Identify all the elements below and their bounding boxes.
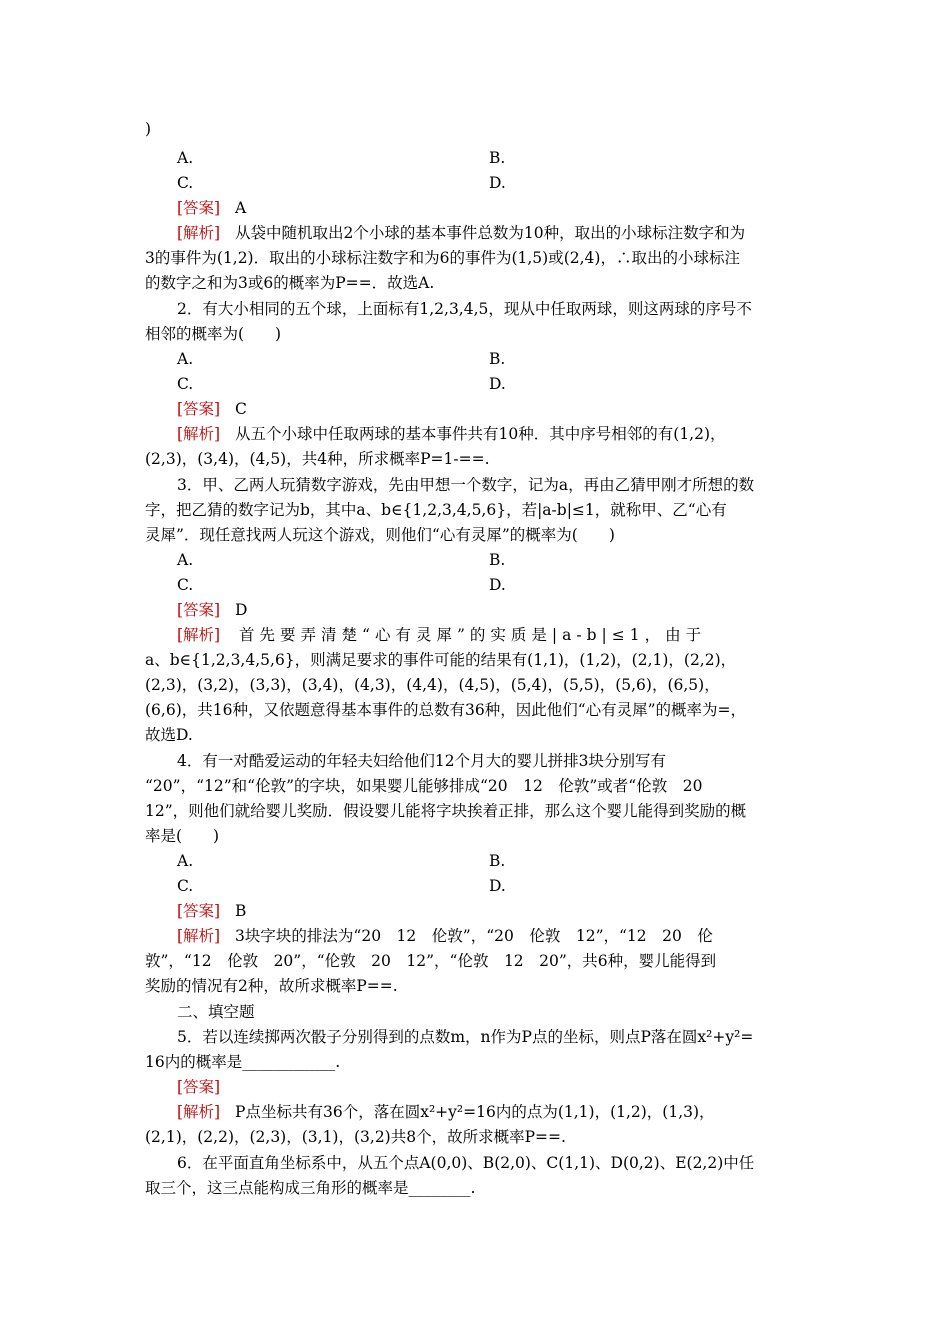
q4-answer [177,899,837,923]
q6-stem: 6．在平面直角坐标系中，从五个点A(0,0)、B(2,0)、C(1,1)、D(0,2)、E(2,2)中任 [177,1154,755,1172]
q4-stem-line4: 率是( ) [145,827,220,845]
q1-answer [177,196,837,220]
explanation-tag: [解析] [177,224,221,242]
q3-explanation-line3: (2,3)，(3,2)，(3,3)，(3,4)，(4,3)，(4,4)，(4,5)，(5,4)，(5,5)，(5,6)，(6,5)， [145,676,720,694]
q2-option-d: D. [489,375,506,393]
explanation-tag: [解析] [177,927,221,945]
q3-stem-line2: 字，把乙猜的数字记为b，其中a、b∈{1,2,3,4,5,6}，若|a-b|≤1，就称甲、乙“心有 [145,501,727,519]
answer-tag: [答案] [177,400,221,418]
q3-explanation [177,623,805,647]
q1-option-a: A. [177,149,194,167]
q5-answer [177,1075,837,1099]
q3-option-d: D. [489,576,506,594]
answer-value: C [235,400,247,418]
q2-option-b: B. [489,350,506,368]
q3-stem: 3．甲、乙两人玩猜数字游戏，先由甲想一个数字，记为a，再由乙猜甲刚才所想的数 [177,476,755,494]
q1-explanation-line3: 的数字之和为3或6的概率为P==．故选A. [145,274,435,292]
q5-explanation-line2: (2,1)，(2,2)，(2,3)，(3,1)，(3,2)共8个，故所求概率P==. [145,1128,566,1146]
q3-explanation-line2: a、b∈{1,2,3,4,5,6}，则满足要求的事件可能的结果有(1,1)，(1,2)，(2,1)，(2,2)， [145,651,737,669]
section-heading: 二、填空题 [177,1003,255,1021]
q1-cont: ) [145,120,152,138]
q3-explanation-line5: 故选D. [145,726,193,744]
q1-option-c: C. [177,174,194,192]
q2-explanation-line2: (2,3)，(3,4)，(4,5)，共4种，所求概率P=1-==. [145,450,490,468]
answer-tag: [答案] [177,902,221,920]
q4-explanation-line2: 敦”，“12 伦敦 20”，“伦敦 20 12”，“伦敦 12 20”，共6种，婴儿能得到 [145,952,717,970]
q6-stem-line2: 取三个，这三点能构成三角形的概率是________. [145,1179,476,1197]
answer-value: D [235,601,248,619]
q2-answer [177,397,837,421]
q1-explanation [177,221,805,245]
q3-explanation-line4: (6,6)，共16种，又依题意得基本事件的总数有36种，因此他们“心有灵犀”的概率为=， [145,701,747,719]
q3-option-b: B. [489,551,506,569]
explanation-tag: [解析] [177,626,221,644]
explanation-text: 从袋中随机取出2个小球的基本事件总数为10种，取出的小球标注数字和为 [235,224,746,242]
explanation-tag: [解析] [177,425,221,443]
explanation-text: 从五个小球中任取两球的基本事件共有10种．其中序号相邻的有(1,2)， [235,425,726,443]
explanation-text: 3块字块的排法为“20 12 伦敦”，“20 伦敦 12”，“12 20 伦 [235,927,713,945]
q2-stem: 2．有大小相同的五个球，上面标有1,2,3,4,5，现从中任取两球，则这两球的序号不 [177,300,752,318]
q3-option-c: C. [177,576,194,594]
q4-explanation-line3: 奖励的情况有2种，故所求概率P==. [145,977,398,995]
q4-option-d: D. [489,877,506,895]
q2-option-a: A. [177,350,194,368]
q1-option-b: B. [489,149,506,167]
q2-option-c: C. [177,375,194,393]
q1-option-d: D. [489,174,506,192]
q3-answer [177,598,837,622]
q2-stem-line2: 相邻的概率为( ) [145,325,282,343]
answer-value: A [235,199,247,217]
q4-option-a: A. [177,852,194,870]
q5-stem-line2: 16内的概率是____________. [145,1053,341,1071]
q4-explanation [177,924,805,948]
q5-stem: 5．若以连续掷两次骰子分别得到的点数m，n作为P点的坐标，则点P落在圆x²+y²= [177,1028,754,1046]
q3-stem-line3: 灵犀”．现任意找两人玩这个游戏，则他们“心有灵犀”的概率为( ) [145,526,615,544]
q4-stem-line2: “20”，“12”和“伦敦”的字块，如果婴儿能够排成“20 12 伦敦”或者“伦敦 20 [145,777,703,795]
answer-tag: [答案] [177,601,221,619]
q2-explanation [177,422,805,446]
answer-value: B [235,902,247,920]
explanation-text: P点坐标共有36个，落在圆x²+y²=16内的点为(1,1)，(1,2)，(1,3)， [235,1103,715,1121]
q4-stem-line3: 12”，则他们就给婴儿奖励．假设婴儿能将字块挨着正排，那么这个婴儿能得到奖励的概 [145,802,747,820]
q4-option-b: B. [489,852,506,870]
q4-option-c: C. [177,877,194,895]
q4-stem: 4．有一对酷爱运动的年轻夫妇给他们12个月大的婴儿拼排3块分别写有 [177,752,666,770]
answer-tag: [答案] [177,1078,221,1096]
q5-explanation [177,1100,805,1124]
q1-explanation-line2: 3的事件为(1,2)．取出的小球标注数字和为6的事件为(1,5)或(2,4)，∴取出的小球标注 [145,249,740,267]
answer-tag: [答案] [177,199,221,217]
explanation-text: 首先要弄清楚“心有灵犀”的实质是|a-b|≤1，由于 [239,626,707,644]
explanation-tag: [解析] [177,1103,221,1121]
q3-option-a: A. [177,551,194,569]
